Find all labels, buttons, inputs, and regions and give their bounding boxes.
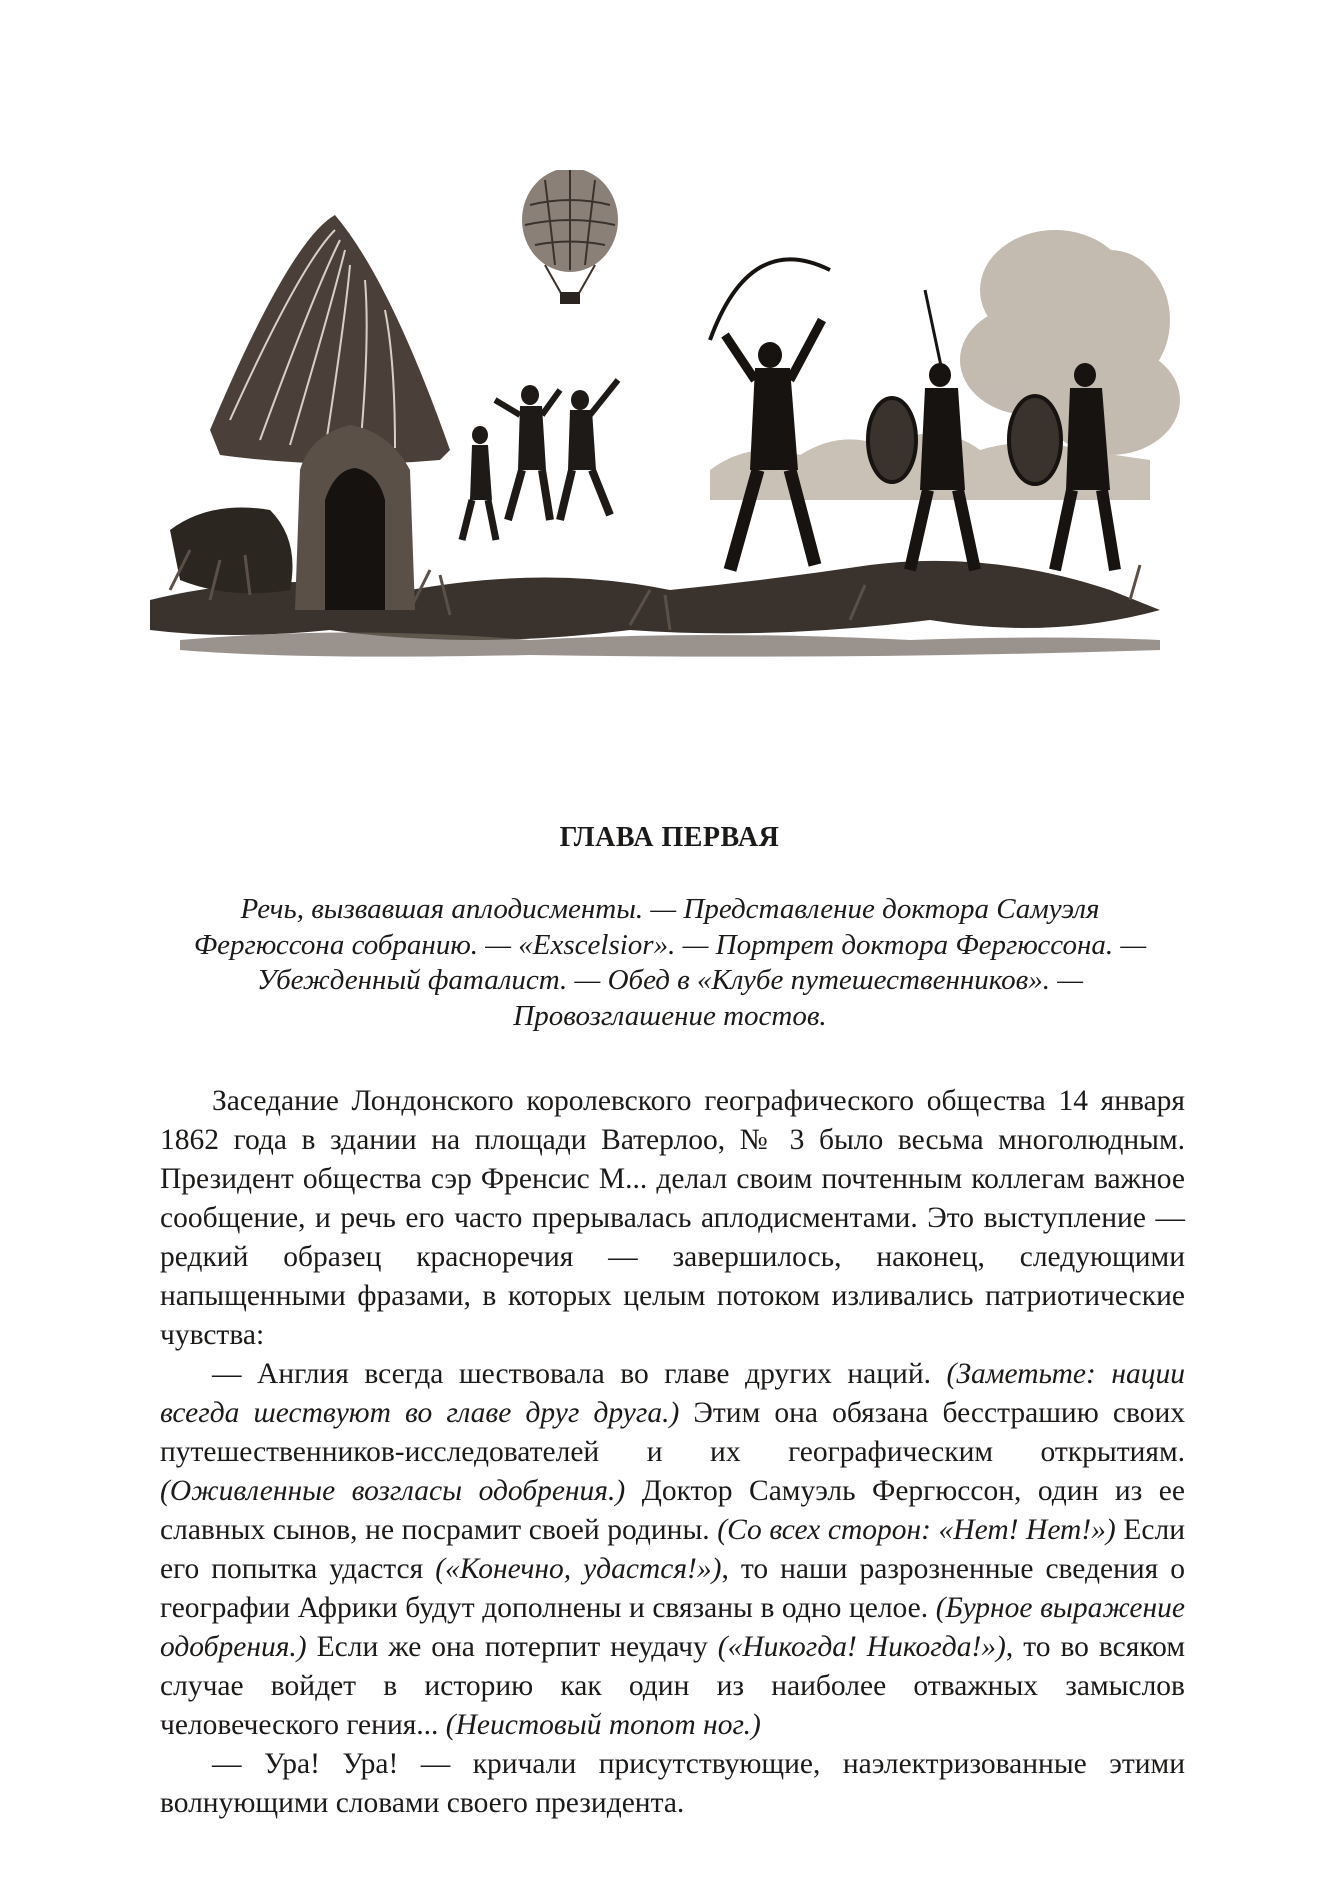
speech-text: Доктор Самуэль Фергюссон, один из ее славных сынов, не посрамит своей родины.	[160, 1475, 1185, 1546]
speech-aside: (Неистовый топот ног.)	[445, 1709, 761, 1741]
speech-text: Этим она обязана бесстрашию своих путешественников-исследователей и их географическим открытиям.	[160, 1397, 1185, 1468]
speech-text: — Англия всегда шествовала во главе других наций.	[212, 1358, 947, 1390]
speech-aside: (Со всех сторон: «Нет! Нет!»)	[717, 1514, 1116, 1546]
thatched-hut	[170, 215, 450, 610]
speech-text: Если его попытка удастся	[160, 1514, 1185, 1585]
speech-aside: (Заметьте: нации всегда шествуют во главе друг друга.)	[160, 1358, 1185, 1429]
summary-line: Провозглашение тостов.	[513, 999, 827, 1032]
speech-aside: (Оживленные возгласы одобрения.)	[160, 1475, 626, 1507]
summary-line: Речь, вызвавшая аплодисменты. — Представление доктора Самуэля	[240, 893, 1100, 925]
summary-line: Убежденный фаталист. — Обед в «Клубе путешественников». —	[256, 964, 1084, 996]
paragraph-1: Заседание Лондонского королевского географического общества 14 января 1862 года в здании на площади Ватерлоо, № 3 было весьма многолюдным. Президент общества сэр Френсис М... делал своим почтенным коллегам важное сообщение, и речь его часто прерывалась аплодисментами. Это выступление — редкий образец красноречия — завершилось, наконец, следующими напыщенными фразами, в которых целым потоком изливались патриотические чувства:	[160, 1085, 1185, 1351]
chapter-illustration	[150, 170, 1195, 710]
chapter-title: ГЛАВА ПЕРВАЯ	[559, 822, 780, 853]
speech-text: Если же она потерпит неудачу	[306, 1631, 718, 1663]
speech-aside: («Конечно, удастся!»)	[435, 1553, 722, 1585]
body-text	[160, 1082, 1185, 1823]
speech-aside: (Бурное выражение одобрения.)	[160, 1592, 1185, 1663]
speech-text: , то во всяком случае войдет в историю как один из наиболее отважных замыслов человеческого гения...	[160, 1631, 1186, 1741]
summary-line: Фергюссона собранию. — «Exscelsior». — Портрет доктора Фергюссона. —	[193, 928, 1147, 961]
balloon	[522, 170, 618, 304]
speech-aside: («Никогда! Никогда!»)	[717, 1631, 1006, 1663]
speech-text: , то наши разрозненные сведения о географии Африки будут дополнены и связаны в одно целое.	[160, 1553, 1185, 1624]
illustration-svg	[150, 170, 1195, 710]
dancing-figures	[462, 380, 618, 540]
paragraph-2	[160, 1355, 1185, 1745]
paragraph-3: — Ура! Ура! — кричали присутствующие, наэлектризованные этими волнующими словами своего президента.	[160, 1748, 1185, 1819]
chapter-summary	[170, 892, 1170, 1034]
